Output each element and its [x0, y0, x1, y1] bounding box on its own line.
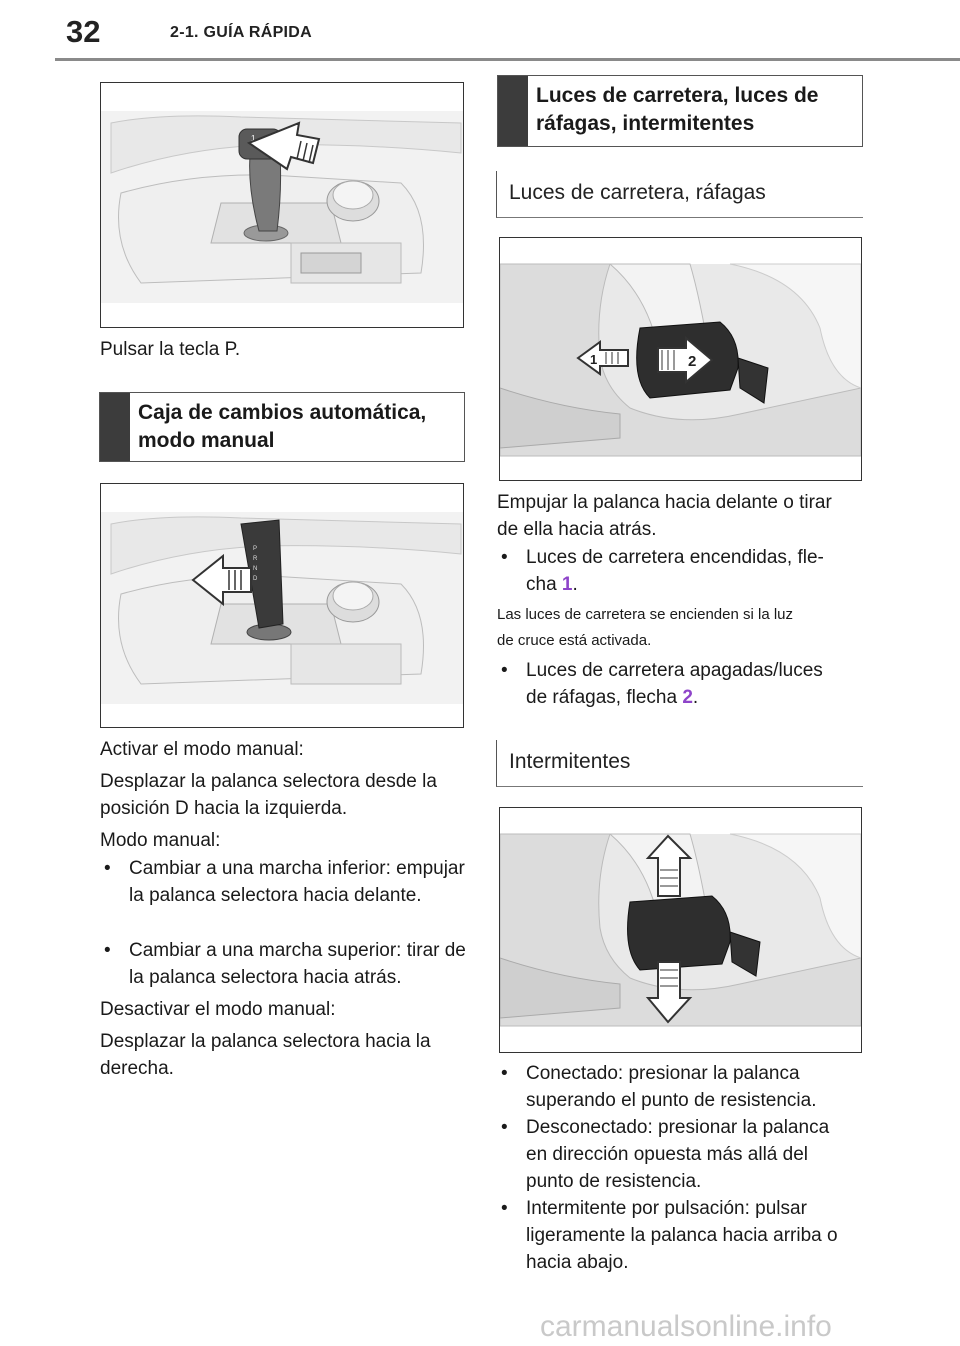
light-stalk-illustration	[500, 238, 861, 480]
bullet-gear-down	[104, 855, 474, 936]
page-header	[0, 0, 960, 62]
bullet-signal-on	[501, 1060, 871, 1114]
bullet-high-beam-off	[501, 657, 871, 711]
bullet-gear-down-text: Cambiar a una marcha inferior: empujar la palanca selectora hacia delante.	[129, 858, 465, 906]
bullet-high-beam-off-text	[526, 657, 871, 711]
text-move-lever-right	[100, 1028, 465, 1082]
text-manual-mode: Modo manual:	[100, 830, 221, 851]
heading-title-line2: modo manual	[138, 429, 275, 452]
fig3-arrow-2-label: 2	[688, 353, 697, 370]
bullet-signal-on-line1: Conectado: presionar la palanca	[526, 1063, 800, 1084]
heading-title	[536, 82, 819, 138]
subheading-title: Intermitentes	[509, 750, 631, 773]
bullet-high-beam-on	[501, 544, 871, 598]
fig2-label-n: N	[253, 566, 258, 572]
section-title: 2-1. GUÍA RÁPIDA	[170, 24, 313, 41]
bullet-high-beam-on-line1: Luces de carretera encendidas, fle-	[526, 547, 824, 568]
heading-stripe	[100, 393, 130, 461]
subheading-high-beam	[496, 171, 863, 218]
note-low-beam-line2: de cruce está activada.	[497, 632, 652, 649]
arrow-number-2: 2	[682, 687, 693, 708]
figure-light-stalk	[499, 237, 862, 481]
bullet-signal-tap-text	[526, 1195, 871, 1276]
heading-title-line2: ráfagas, intermitentes	[536, 112, 755, 135]
bullet-dot: •	[501, 1198, 508, 1219]
gear-selector-illustration	[101, 83, 463, 327]
heading-box-manual-mode	[99, 392, 465, 462]
heading-title-line1: Caja de cambios automática,	[138, 401, 427, 424]
bullet-signal-off	[501, 1114, 871, 1195]
bullet-dot: •	[104, 940, 111, 961]
figure-p-key	[100, 82, 464, 328]
bullet-signal-off-line2: en dirección opuesta más allá del	[526, 1144, 809, 1165]
bullet-dot: •	[501, 1063, 508, 1084]
bullet-high-beam-on-line2: cha	[526, 574, 562, 595]
text-move-lever-left-content: Desplazar la palanca selectora desde la posición D hacia la izquierda.	[100, 771, 437, 819]
bullet-gear-up	[104, 937, 474, 991]
note-low-beam-line1: Las luces de carretera se encienden si la luz	[497, 606, 794, 623]
text-activate-manual: Activar el modo manual:	[100, 739, 304, 760]
bullet-signal-off-text	[526, 1114, 871, 1195]
fig2-label-d: D	[253, 576, 258, 582]
bullet-dot: •	[501, 660, 508, 681]
subheading-title: Luces de carretera, ráfagas	[509, 181, 766, 204]
bullet-high-beam-on-end: .	[572, 574, 578, 595]
figure-turn-signal	[499, 807, 862, 1053]
header-divider	[55, 58, 960, 61]
bullet-high-beam-off-line2: de ráfagas, flecha	[526, 687, 683, 708]
bullet-signal-off-line1: Desconectado: presionar la palanca	[526, 1117, 830, 1138]
bullet-high-beam-off-line1: Luces de carretera apagadas/luces	[526, 660, 823, 681]
text-push-pull-line2: de ella hacia atrás.	[497, 519, 657, 540]
heading-stripe	[498, 76, 528, 146]
fig1-label: 1	[251, 134, 256, 143]
page-number: 32	[66, 14, 101, 49]
bullet-dot: •	[501, 1117, 508, 1138]
text-push-pull-line1: Empujar la palanca hacia delante o tirar	[497, 492, 832, 513]
bullet-dot: •	[501, 547, 508, 568]
bullet-dot: •	[104, 858, 111, 879]
fig2-label-r: R	[253, 556, 258, 562]
bullet-signal-tap	[501, 1195, 871, 1276]
arrow-number-1: 1	[561, 574, 573, 595]
bullet-signal-tap-line3: hacia abajo.	[526, 1252, 629, 1273]
text-move-lever-right-content: Desplazar la palanca selectora hacia la derecha.	[100, 1031, 431, 1079]
text-move-lever-left	[100, 768, 470, 822]
gear-lever-illustration	[101, 484, 463, 727]
turn-signal-illustration	[500, 808, 861, 1052]
subheading-turn-signals	[496, 740, 863, 787]
heading-title	[138, 399, 426, 455]
fig2-label-p: P	[253, 546, 258, 552]
heading-title-line1: Luces de carretera, luces de	[536, 84, 819, 107]
bullet-signal-off-line3: punto de resistencia.	[526, 1171, 702, 1192]
note-low-beam	[497, 602, 867, 654]
bullet-signal-on-line2: superando el punto de resistencia.	[526, 1090, 817, 1111]
bullet-gear-up-text: Cambiar a una marcha superior: tirar de la palanca selectora hacia atrás.	[129, 940, 466, 988]
watermark: carmanualsonline.info	[540, 1310, 832, 1343]
text-push-pull-lever	[497, 489, 867, 543]
bullet-signal-tap-line2: ligeramente la palanca hacia arriba o	[526, 1225, 838, 1246]
bullet-signal-on-text	[526, 1060, 871, 1114]
bullet-high-beam-off-end: .	[692, 687, 699, 708]
figure-manual-mode	[100, 483, 464, 728]
bullet-high-beam-on-text	[526, 544, 871, 598]
fig3-arrow-1-label: 1	[590, 352, 598, 367]
text-deactivate-manual: Desactivar el modo manual:	[100, 999, 336, 1020]
bullet-signal-tap-line1: Intermitente por pulsación: pulsar	[526, 1198, 807, 1219]
caption-p-key: Pulsar la tecla P.	[100, 339, 241, 360]
heading-box-lights	[497, 75, 863, 147]
